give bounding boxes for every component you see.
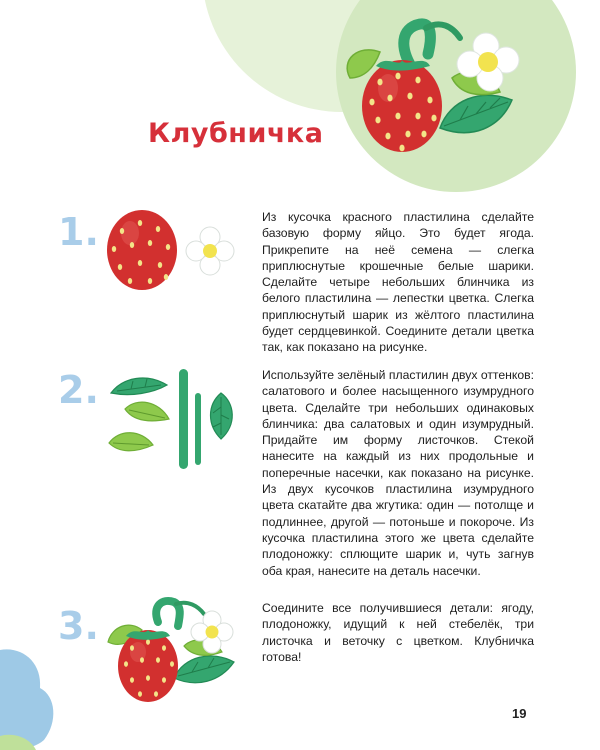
step-3-text: Соедините все получившиеся детали: ягоду, плодоножку, идущий к ней стебелёк, три листочка и веточку с цветком. Клубничка готова! bbox=[262, 601, 534, 664]
step-2-stem-long bbox=[179, 369, 188, 469]
page-title: Клубничка bbox=[148, 118, 324, 149]
step-2-stem-short bbox=[195, 393, 201, 465]
step-2-calyx bbox=[111, 378, 167, 395]
step-2-illustration bbox=[103, 363, 243, 473]
step-2-number: 2. bbox=[58, 368, 99, 412]
hero-strawberry-illustration bbox=[340, 8, 540, 168]
hero-berry bbox=[362, 60, 442, 152]
step-3-number: 3. bbox=[58, 604, 99, 648]
step-1-text: Из кусочка красного пластилина сделайте базовую форму яйцо. Это будет ягода. Прикрепите на неё семена — слегка приплюснутые крошечные белые шарики. Сделайте четыре небольших блинчика из белого пластилина — лепестки цветка. Слегка приплюснутый шарик из жёлтого пластилина будет сердцевинкой. Соедините детали цветка так, как показано на рисунке. bbox=[262, 210, 534, 355]
step-3-illustration bbox=[108, 596, 248, 706]
step-2-text: Используйте зелёный пластилин двух оттенков: салатового и более насыщенного изумрудного цвета. Сделайте три небольших одинаковых блинчика: два салатовых и один изумрудный. Придайте им форму листочков. Стекой нанесите на каждый из них продольные и поперечные насечки, как показано на рисунке. Из двух кусочков пластилина изумрудного цвета скатайте два жгутика: один — потолще и подлиннее, другой — потоньше и покороче. Из кусочка пластилина этого же цвета сделайте плодоножку: сплющите шарик и, чуть загнув оба края, нанесите на деталь насечки. bbox=[262, 368, 534, 578]
step-2-leaf-2 bbox=[109, 433, 153, 451]
page-number: 19 bbox=[512, 706, 527, 721]
step-1-flower bbox=[186, 227, 234, 275]
step-1-illustration bbox=[100, 205, 240, 295]
step-2-leaf-1 bbox=[125, 402, 169, 421]
step-1-number: 1. bbox=[58, 210, 99, 254]
corner-decoration bbox=[0, 640, 60, 750]
